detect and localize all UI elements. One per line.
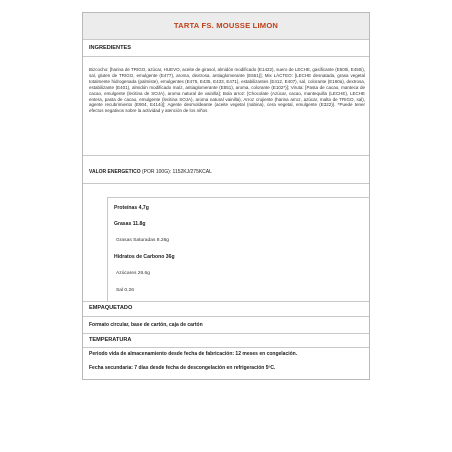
packaging-text: Formato circular, base de cartón, caja de cartón <box>89 322 203 328</box>
divider <box>83 316 369 317</box>
divider <box>83 155 369 156</box>
nutrition-proteins: Proteínas 4,7g <box>114 205 149 211</box>
nutrition-carbs: Hidratos de Carbono 36g <box>114 254 175 260</box>
divider <box>83 183 369 184</box>
divider <box>83 56 369 57</box>
title-bar <box>83 13 369 40</box>
nutrition-sugars: Azúcares 26.6g <box>116 271 150 276</box>
nutrition-table <box>107 197 370 302</box>
divider <box>83 347 369 348</box>
nutrition-saturated-fats: Grasas Saturadas 8.26g <box>116 238 170 243</box>
divider <box>83 333 369 334</box>
temperature-heading: TEMPERATURA <box>89 337 132 343</box>
energy-value-line <box>89 169 212 175</box>
nutrition-salt: Sal 0.26 <box>116 288 134 293</box>
product-title: TARTA FS. MOUSSE LIMON <box>173 21 279 30</box>
nutrition-fats: Grasas 11.8g <box>114 221 146 227</box>
ingredients-heading: INGREDIENTES <box>89 45 131 51</box>
ingredients-text: Bizcocho: [harina de TRIGO, azúcar, HUEVO, aceite de girasol, almidón modificado (E1422), suero de LECHE, gasificante (E500i, E450i), sal, gluten de TRIGO, emulgente (E477), aroma, dextrosa, antiaglomerante (E551)]; Mix LÁCTEO: [LECHE desnatada, grasa vegetal totalmente hidrogenada (palmiste), emulgentes (E475, E435, E433, E471), estabilizantes (E412, E407), sal, colorante (E160a), dextrosa, estabilizante (E401), almidón modificado maíz, antiaglomerante (E551), aroma, colorante (E102*)]; Viruta: [Pasta de cacao, manteca de cacao, emulgente (lecitina de SOJA), aroma natural de vainilla]; Bola arroz: [Chocolate (Azúcar, cacao, mantequilla (LECHE), LECHE entera, pasta de cacao, emulgente (lecitina SOJA), aroma natural vainilla), Arroz crujiente (harina arroz, azúcar, malta de TRIGO, sal), agente recubrimiento (E904, E414i)]; Agente desmoldeante (aceite vegetal (nabina), cera vegetal, emulgente (E322)). *Puede tener efectos negativos sobre la actividad y atención de los niños <box>89 67 365 114</box>
secondary-date-text: Fecha secundaria: 7 días desde fecha de descongelación en refrigeración 5ºC. <box>89 365 276 371</box>
energy-label: VALOR ENERGETICO <box>89 169 141 175</box>
packaging-heading: EMPAQUETADO <box>89 305 133 311</box>
energy-value: (POR 100G): 1152KJ/275KCAL <box>141 169 212 175</box>
storage-life-text: Periodo vida de almacenamiento desde fecha de fabricación: 12 meses en congelación. <box>89 351 298 357</box>
product-sheet <box>82 12 370 380</box>
divider <box>83 301 369 302</box>
